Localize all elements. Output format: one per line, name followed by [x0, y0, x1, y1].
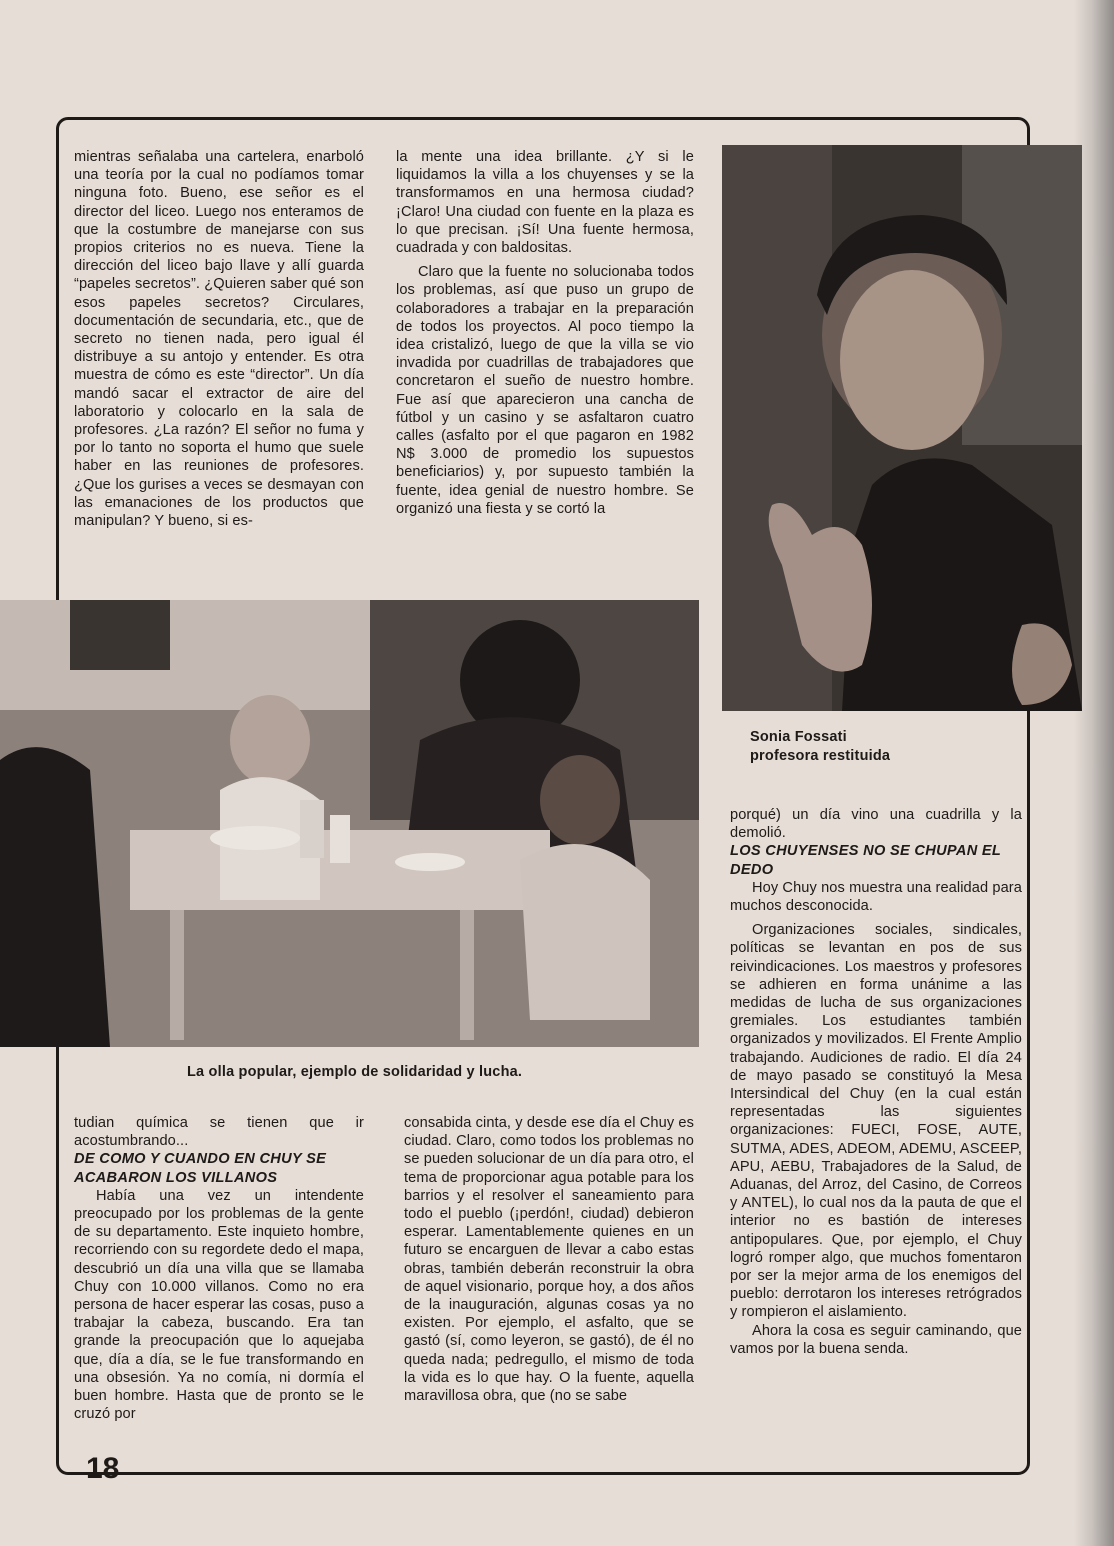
column-3	[730, 806, 1022, 1358]
column-1-top	[74, 148, 364, 530]
paragraph: mientras señalaba una cartelera, enarboló una teoría por la cual no podíamos tomar ninguna foto. Bueno, ese señor es el director del liceo. Luego nos enteramos de que la costumbre de manejarse con sus propios criterios no es nueva. Tiene la dirección del liceo bajo llave y allí guarda “papeles secretos”. ¿Quieren saber qué son esos papeles secretos? Circulares, documentación de secundaria, etc., que de secreto no tienen nada, pero igual él distribuye a su antojo y entender. Es otra muestra de cómo es este “director”. Un día mandó sacar el extractor de aire del laboratorio y colocarlo en la sala de profesores. ¿La razón? El señor no fuma y por lo tanto no soporta el humo que suele haber en las reuniones de profesores. ¿Que los gurises a veces se desmayan con las emanaciones de los productos que manipulan? Y bueno, si es-	[74, 149, 364, 530]
portrait-photo-sonia-fossati	[722, 145, 1082, 711]
portrait-caption	[750, 728, 890, 766]
paragraph: Organizaciones sociales, sindicales, políticas se levantan en pos de sus reivindicaciones. Los maestros y profesores se adhieren en forma unánime a las medidas de lucha de sus organizaciones gremiales. Los estudiantes también organizados y movilizados. El Frente Amplio trabajando. Audiciones de radio. El día 24 de mayo pasado se constituyó la Mesa Intersindical del Chuy (en la cual están representadas las siguientes organizaciones: FUECI, FOSE, AUTE, SUTMA, ADES, ADEOM, ADEMU, ASCEEP, APU, AEBU, Trabajadores de la Salud, de Aduanas, del Arroz, del Casino, de Correos y ANTEL), lo cual nos da la pauta de que el interior no es bastión de intereses antipopulares. Que, por ejemplo, el Chuy logró romper algo, que muchos fomentaron por ser la mejor arma de los enemigos del pueblo: derrotaron los intereses retrógrados y rompieron el aislamiento.	[730, 922, 1022, 1321]
portrait-caption-name: Sonia Fossati	[750, 729, 847, 745]
paragraph: la mente una idea brillante. ¿Y si le liquidamos la villa a los chuyenses y se la transformamos en una hermosa ciudad? ¡Claro! Una ciudad con fuente en la plaza es lo que precisan. ¡Sí! Una fuente hermosa, cuadrada y con baldositas.	[396, 149, 694, 257]
paragraph: consabida cinta, y desde ese día el Chuy es ciudad. Claro, como todos los problemas no se pueden solucionar de un día para otro, el tema de proporcionar agua potable para los barrios y el resolver el saneamiento para todo el pueblo (¡perdón!, ciudad) debieron esperar. Lamentablemente quienes en un futuro se encarguen de llevar a cabo estas obras, también deberán reconstruir la obra de aquel visionario, porque hoy, a dos años de la inauguración, algunas cosas ya no existen. Por ejemplo, el asfalto, que se gastó (sí, como leyeron, se gastó), de él no queda nada; pedregullo, el mismo de toda la vida es lo que hay. O la fuente, aquella maravillosa obra, que (no se sabe	[404, 1115, 694, 1405]
column-2-bottom	[404, 1114, 694, 1405]
section-heading-chuyenses: LOS CHUYENSES NO SE CHUPAN EL DEDO	[730, 843, 1001, 878]
column-2-top	[396, 148, 694, 518]
paragraph: Hoy Chuy nos muestra una realidad para muchos desconocida.	[730, 879, 1022, 915]
column-1-bottom	[74, 1114, 364, 1423]
section-heading-villanos: DE COMO Y CUANDO EN CHUY SE ACABARON LOS VILLANOS	[74, 1151, 327, 1186]
group-photo-caption: La olla popular, ejemplo de solidaridad y lucha.	[187, 1064, 523, 1080]
group-photo-olla-popular	[0, 600, 699, 1047]
portrait-caption-role: profesora restituida	[750, 748, 891, 764]
page-number: 18	[86, 1452, 120, 1485]
paragraph: Había una vez un intendente preocupado por los problemas de la gente de su departamento. Este inquieto hombre, recorriendo con su regordete dedo el mapa, descubrió un día una villa que se llamaba Chuy con 10.000 villanos. Como no era persona de hacer esperar las cosas, puso a trabajar la cabeza, buscando. Era tan grande la preocupación que lo aquejaba que, día a día, se le fue transformando en una obsesión. Ya no comía, ni dormía el buen hombre. Hasta que de pronto se le cruzó por	[74, 1187, 364, 1423]
paragraph: tudian química se tienen que ir acostumbrando...	[74, 1115, 364, 1150]
paragraph: Claro que la fuente no solucionaba todos los problemas, así que puso un grupo de colaboradores a trabajar en la preparación de todos los proyectos. Al poco tiempo la idea cristalizó, luego de que la villa se vio invadida por cuadrillas de trabajadores que concretaron el sueño de nuestro hombre. Fue así que aparecieron una cancha de fútbol y un casino y se asfaltaron cuatro calles (asfalto por el que pagaron en 1982 N$ 3.000 de promedio los supuestos beneficiarios) y, por supuesto también la fuente, idea genial de nuestro hombre. Se organizó una fiesta y se cortó la	[396, 264, 694, 517]
paragraph: porqué) un día vino una cuadrilla y la demolió.	[730, 807, 1022, 842]
paragraph: Ahora la cosa es seguir caminando, que vamos por la buena senda.	[730, 1322, 1022, 1357]
